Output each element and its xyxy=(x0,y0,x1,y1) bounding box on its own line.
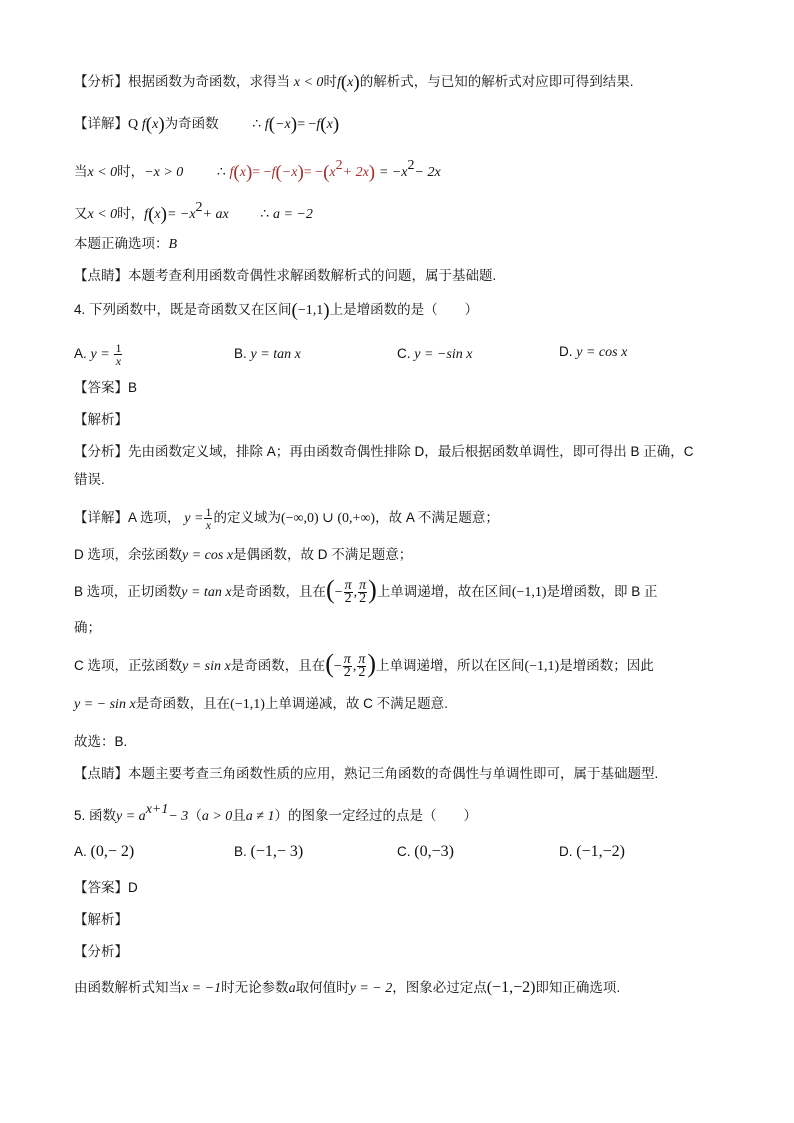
answer-line xyxy=(74,234,724,255)
option-label: A. xyxy=(74,346,87,362)
option-c[interactable] xyxy=(397,842,454,862)
math: = − xyxy=(303,165,324,180)
math: − 2x xyxy=(414,165,441,180)
math: y = − sin x xyxy=(74,697,136,712)
math: f xyxy=(264,117,269,132)
comment-label: 【点睛】 xyxy=(74,766,128,781)
derivation-line xyxy=(74,156,724,183)
question-text: 5. 函数 xyxy=(74,808,117,823)
analysis-label: 【解析】 xyxy=(74,912,128,927)
option-d[interactable] xyxy=(559,342,627,363)
math: f xyxy=(336,75,341,90)
text: 上单调递减，故 C 不满足题意. xyxy=(264,696,448,711)
detail-label: 【详解】 xyxy=(74,116,128,131)
numerator: 1 xyxy=(205,505,212,519)
analysis-heading-2 xyxy=(74,942,724,962)
question-5 xyxy=(74,800,724,827)
text: 取何值时 xyxy=(295,980,350,995)
math: − xyxy=(334,585,343,601)
option-a[interactable] xyxy=(74,342,123,367)
text: 是奇函数，且在 xyxy=(135,696,231,711)
math: x < 0 xyxy=(87,165,118,180)
text: 上单调递增，故在区间 xyxy=(376,584,512,600)
math: = − xyxy=(252,165,272,180)
paren: ) xyxy=(290,114,298,135)
math: −1,1 xyxy=(297,303,324,318)
question-4 xyxy=(74,300,724,321)
numerator: π xyxy=(344,578,352,593)
text: C 选项，正弦函数 xyxy=(74,658,182,674)
question-text: 上是增函数的是（ ） xyxy=(329,302,479,317)
math: x xyxy=(329,165,336,180)
math: a xyxy=(288,981,296,996)
symbol: Q xyxy=(128,117,139,132)
question-4-options xyxy=(74,342,724,366)
paren: ( xyxy=(340,72,348,93)
math: = − xyxy=(297,117,317,132)
text: 且 xyxy=(232,808,246,823)
detail-d xyxy=(74,545,724,566)
paren: ) xyxy=(368,575,377,605)
math: + ax xyxy=(202,207,229,222)
math: (−1,1) xyxy=(511,585,547,601)
math: f xyxy=(229,165,234,180)
paren: ( xyxy=(325,649,334,679)
numerator: 1 xyxy=(115,341,122,355)
math: (−1,−2) xyxy=(486,979,536,996)
detail-c xyxy=(74,649,724,680)
paren: ( xyxy=(145,114,153,135)
paren: ) xyxy=(245,162,253,183)
derivation-line-2 xyxy=(74,198,724,225)
therefore: ∴ xyxy=(252,117,262,132)
answer-label: 【答案】 xyxy=(74,880,128,895)
paren: ) xyxy=(353,72,360,93)
analysis-line xyxy=(74,442,724,462)
paren: ( xyxy=(320,114,327,135)
paren: ) xyxy=(323,300,330,321)
analysis-label: 【分析】 xyxy=(74,944,128,959)
paren: ) xyxy=(158,114,165,135)
paren: ( xyxy=(148,204,155,225)
option-label: B. xyxy=(234,844,247,859)
text: 上单调递增，所以在区间 xyxy=(376,658,525,674)
option-c[interactable] xyxy=(397,344,472,365)
analysis-heading xyxy=(74,910,724,930)
math: y = tan x xyxy=(250,347,301,362)
math: y = xyxy=(184,511,204,527)
answer-value: B xyxy=(128,380,138,395)
answer-line xyxy=(74,378,724,398)
answer-line xyxy=(74,878,724,898)
text: 的解析式，与已知的解析式对应即可得到结果. xyxy=(359,74,634,89)
text: 是增函数；因此 xyxy=(559,658,654,674)
numerator: π xyxy=(358,652,366,667)
text: 又 xyxy=(74,206,88,221)
exponent: 2 xyxy=(335,158,343,173)
analysis-line-cont xyxy=(74,470,724,490)
paren: ( xyxy=(326,575,335,605)
denominator: x xyxy=(205,518,212,532)
math: , xyxy=(352,659,357,675)
paren: ) xyxy=(160,204,167,225)
text: 时， xyxy=(117,206,145,221)
option-label: C. xyxy=(397,844,411,859)
math: (0,− 2) xyxy=(90,843,135,860)
paren: ( xyxy=(323,162,330,183)
math: f xyxy=(316,117,321,132)
question-text: 4. 下列函数中，既是奇函数又在区间 xyxy=(74,302,292,317)
math: (−1,1) xyxy=(524,659,560,675)
math: + 2x xyxy=(342,165,369,180)
comment-label: 【点睛】 xyxy=(74,268,128,283)
therefore: ∴ xyxy=(260,207,270,222)
math: x xyxy=(152,117,159,132)
text: 由函数解析式知当 xyxy=(74,980,182,995)
math: x xyxy=(239,165,246,180)
option-b[interactable] xyxy=(234,842,303,862)
math: − 3 xyxy=(168,809,189,824)
answer-value: D xyxy=(128,880,138,895)
math: −x xyxy=(281,165,298,180)
comment-line xyxy=(74,764,724,784)
paren: ) xyxy=(367,649,376,679)
analysis-line xyxy=(74,978,724,999)
math: a > 0 xyxy=(201,809,233,824)
math: (−∞,0) ∪ (0,+∞) xyxy=(280,511,376,527)
analysis-label: 【分析】 xyxy=(74,444,128,459)
analysis-heading xyxy=(74,410,724,430)
math: (0,−3) xyxy=(414,843,454,860)
analysis-line xyxy=(74,72,724,93)
option-d[interactable] xyxy=(559,842,625,862)
math: y = sin x xyxy=(182,659,231,675)
math: = −x xyxy=(166,207,196,222)
analysis-label: 【解析】 xyxy=(74,412,128,427)
text: 时 xyxy=(323,74,337,89)
text: 的定义域为 xyxy=(213,510,281,526)
text: ，故 A 不满足题意； xyxy=(375,510,499,526)
math: a ≠ 1 xyxy=(245,809,275,824)
option-label: B. xyxy=(234,346,247,361)
paren: ( xyxy=(291,300,298,321)
math: y = −sin x xyxy=(414,347,473,362)
detail-b-cont xyxy=(74,618,724,638)
math: y = tan x xyxy=(181,585,232,601)
text: （ xyxy=(188,808,202,823)
math: f xyxy=(144,207,149,222)
math: −x > 0 xyxy=(144,165,184,180)
paren: ( xyxy=(233,162,240,183)
paren: ( xyxy=(268,114,276,135)
text: A 选项， xyxy=(128,510,181,526)
text: 时， xyxy=(117,164,145,179)
text: 确； xyxy=(74,620,101,635)
math: x xyxy=(154,207,161,222)
text: 本题考查利用函数奇偶性求解函数解析式的问题，属于基础题. xyxy=(128,268,497,283)
paren: ) xyxy=(368,162,376,183)
exponent: 2 xyxy=(407,158,415,173)
exponent: x+1 xyxy=(145,802,169,817)
math: , xyxy=(353,585,358,601)
text: 本题主要考查三角函数性质的应用，熟记三角函数的奇偶性与单调性即可，属于基础题型. xyxy=(128,766,659,781)
text: 时无论参数 xyxy=(221,980,289,995)
option-label: A. xyxy=(74,844,87,859)
text: 本题正确选项： xyxy=(74,236,169,251)
denominator: 2 xyxy=(359,591,367,606)
analysis-label: 【分析】 xyxy=(74,74,128,89)
denominator: 2 xyxy=(344,591,352,606)
math: = −x xyxy=(378,165,408,180)
math: f xyxy=(141,117,146,132)
math: (−1,1) xyxy=(230,697,265,712)
math: a = −2 xyxy=(272,207,313,222)
question-5-options xyxy=(74,842,724,866)
math: x xyxy=(326,117,333,132)
text: B 选项，正切函数 xyxy=(74,584,182,600)
denominator: 2 xyxy=(358,665,366,680)
math: −x xyxy=(275,117,291,132)
paren: ( xyxy=(275,162,282,183)
exponent: 2 xyxy=(195,200,203,215)
text: 为奇函数 xyxy=(164,116,219,131)
detail-line xyxy=(74,114,724,135)
math: y = cos x xyxy=(576,345,628,360)
math: y = a xyxy=(116,809,146,824)
text: ，图象必过定点 xyxy=(392,980,487,995)
comment-line xyxy=(74,266,724,286)
text: 错误. xyxy=(74,472,105,487)
math: x < 0 xyxy=(293,75,324,90)
answer-value: B xyxy=(168,237,178,252)
math: (−1,− 3) xyxy=(250,843,304,860)
text: 根据函数为奇函数，求得当 xyxy=(128,74,290,89)
answer-label: 【答案】 xyxy=(74,380,128,395)
math: x xyxy=(347,75,354,90)
denominator: x xyxy=(115,354,122,368)
question-text: ）的图象一定经过的点是（ ） xyxy=(274,808,477,823)
option-label: D. xyxy=(559,844,573,859)
text: 当 xyxy=(74,164,88,179)
math: x < 0 xyxy=(87,207,118,222)
text: D 选项，余弦函数 xyxy=(74,547,182,562)
text: 是偶函数，故 D 不满足题意； xyxy=(233,547,413,562)
option-label: D. xyxy=(559,344,573,359)
conclusion-line xyxy=(74,732,724,752)
option-label: C. xyxy=(397,346,411,361)
option-a[interactable] xyxy=(74,842,134,862)
math: x = −1 xyxy=(182,981,222,996)
detail-label: 【详解】 xyxy=(74,510,128,526)
math: y = cos x xyxy=(182,548,234,563)
denominator: 2 xyxy=(343,665,351,680)
paren: ) xyxy=(332,114,340,135)
text: 即知正确选项. xyxy=(535,980,621,995)
detail-c-cont xyxy=(74,694,724,715)
text: 是增函数，即 B 正 xyxy=(546,584,658,600)
numerator: π xyxy=(343,652,351,667)
math: (−1,−2) xyxy=(576,843,625,860)
math: y = − 2 xyxy=(349,981,393,996)
math: y = xyxy=(90,347,110,363)
detail-b xyxy=(74,575,724,606)
text: 是奇函数，且在 xyxy=(230,658,326,674)
math: − xyxy=(333,659,342,675)
detail-a xyxy=(74,506,724,531)
numerator: π xyxy=(359,578,367,593)
text: 故选：B. xyxy=(74,734,128,749)
option-b[interactable] xyxy=(234,344,301,365)
text: 是奇函数，且在 xyxy=(231,584,327,600)
math: f xyxy=(271,165,276,180)
paren: ) xyxy=(297,162,304,183)
text: 先由函数定义域，排除 A；再由函数奇偶性排除 D，最后根据函数单调性，即可得出 B 正确，C xyxy=(128,444,694,459)
therefore: ∴ xyxy=(216,165,226,180)
